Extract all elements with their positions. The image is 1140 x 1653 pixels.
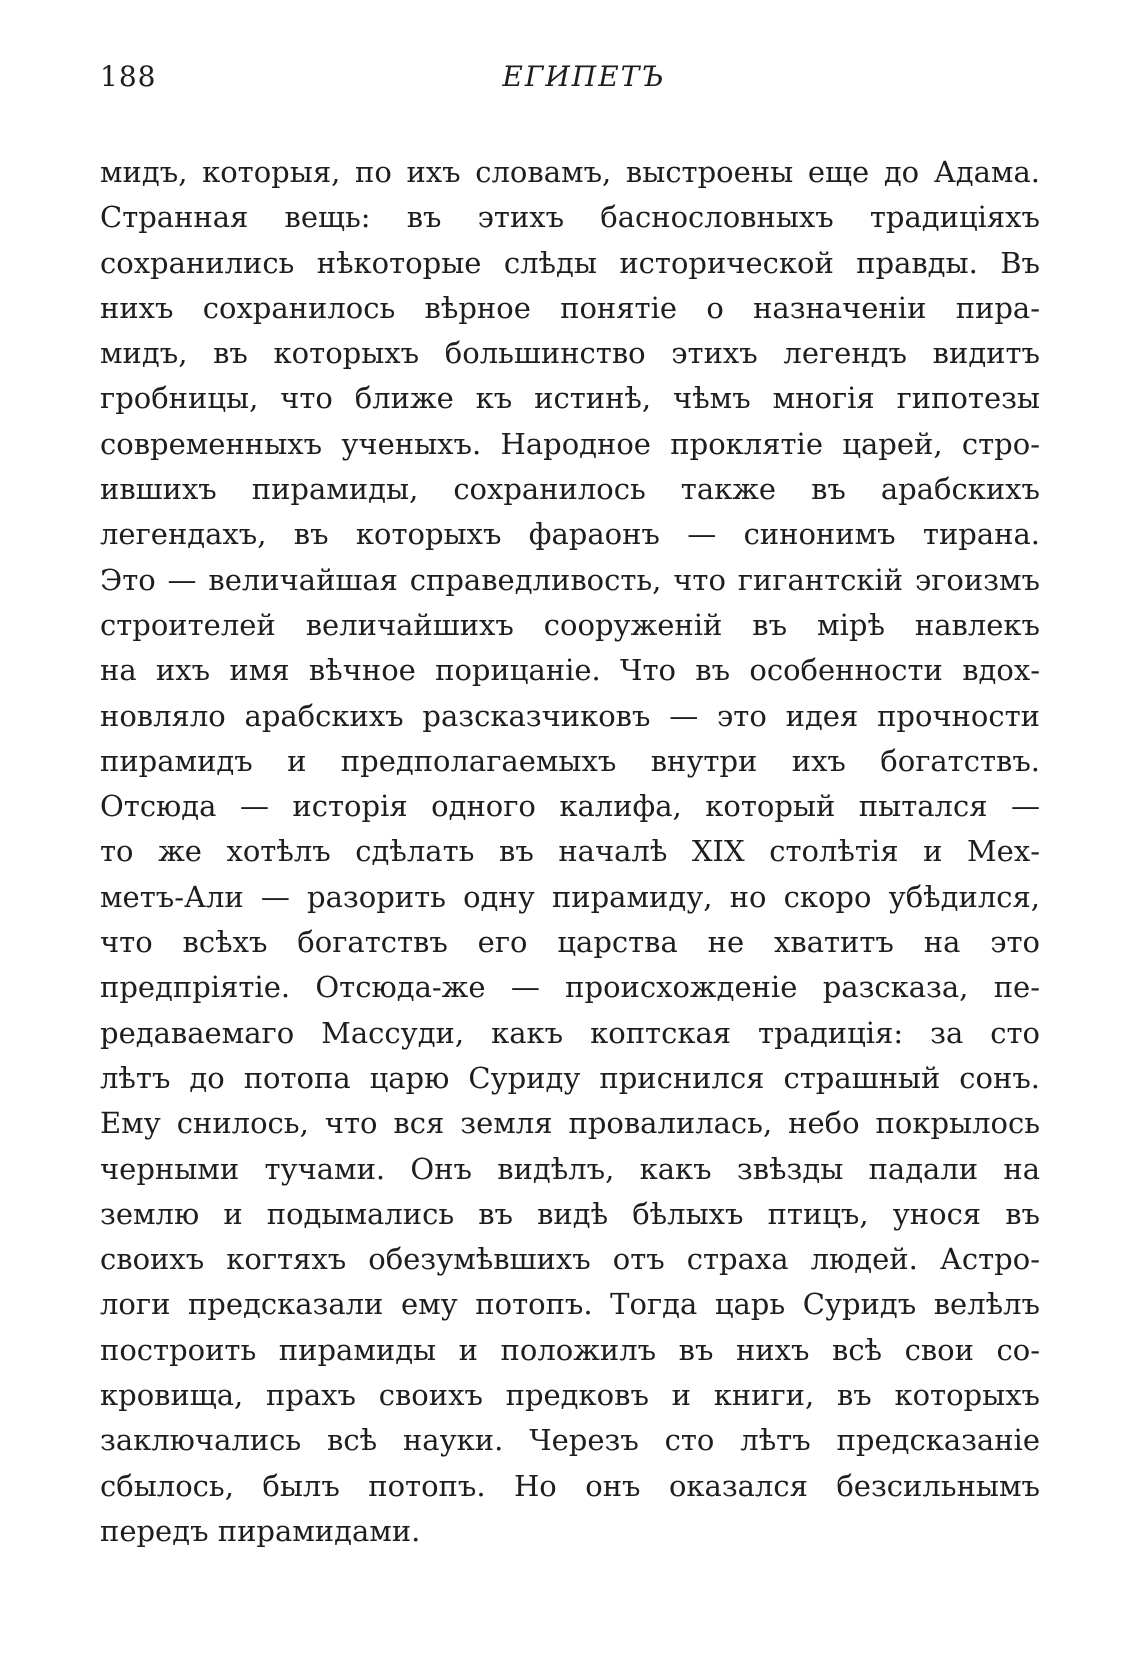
text-line: своихъ когтяхъ обезумѣвшихъ отъ страха людей. Астро- [100,1242,1040,1277]
text-line: кровища, прахъ своихъ предковъ и книги, въ которыхъ [100,1378,1040,1413]
text-line: то же хотѣлъ сдѣлать въ началѣ XIX столѣтiя и Мех- [100,834,1040,869]
text-line: редаваемаго Массуди, какъ коптская традицiя: за сто [100,1015,1040,1050]
page-number: 188 [100,60,157,93]
text-line: лѣтъ до потопа царю Суриду приснился страшный сонъ. [100,1060,1040,1095]
text-line: землю и подымались въ видѣ бѣлыхъ птицъ, унося въ [100,1196,1040,1231]
text-line: заключались всѣ науки. Черезъ сто лѣтъ предсказанiе [100,1423,1040,1458]
text-line: предпрiятiе. Отсюда-же — происхожденiе разсказа, пе- [100,970,1040,1005]
text-line: логи предсказали ему потопъ. Тогда царь Суридъ велѣлъ [100,1287,1040,1322]
text-line: черными тучами. Онъ видѣлъ, какъ звѣзды падали на [100,1151,1040,1186]
text-line: нихъ сохранилось вѣрное понятiе о назначенiи пира- [100,290,1040,325]
text-line: Ему снилось, что вся земля провалилась, небо покрылось [100,1106,1040,1141]
page-header [100,60,1040,104]
running-title: ЕГИПЕТЪ [502,60,666,93]
text-line: современныхъ ученыхъ. Народное проклятiе царей, стро- [100,426,1040,461]
text-line: сохранились нѣкоторые слѣды исторической правды. Въ [100,245,1040,280]
text-line: строителей величайшихъ сооруженiй въ мiрѣ навлекъ [100,607,1040,642]
text-line: Это — величайшая справедливость, что гигантскiй эгоизмъ [100,562,1040,597]
text-line: пирамидъ и предполагаемыхъ внутри ихъ богатствъ. [100,743,1040,778]
text-line: гробницы, что ближе къ истинѣ, чѣмъ многiя гипотезы [100,381,1040,416]
text-line: мидъ, которыя, по ихъ словамъ, выстроены еще до Адама. [100,155,1040,189]
text-line: ившихъ пирамиды, сохранилось также въ арабскихъ [100,472,1040,507]
text-line: метъ-Али — разорить одну пирамиду, но скоро убѣдился, [100,879,1040,914]
text-line: передъ пирамидами. [100,1513,421,1548]
text-line: легендахъ, въ которыхъ фараонъ — синонимъ тирана. [100,517,1040,552]
text-line: Отсюда — исторiя одного калифа, который пытался — [100,789,1040,824]
text-line: что всѣхъ богатствъ его царства не хватитъ на это [100,925,1040,960]
body-text [100,150,1040,1554]
text-line: мидъ, въ которыхъ большинство этихъ легендъ видитъ [100,336,1040,371]
text-line: новляло арабскихъ разсказчиковъ — это идея прочности [100,698,1040,733]
text-line: на ихъ имя вѣчное порицанiе. Что въ особенности вдох- [100,653,1040,688]
text-line: построить пирамиды и положилъ въ нихъ всѣ свои со- [100,1332,1040,1367]
text-line: Странная вещь: въ этихъ баснословныхъ традицiяхъ [100,200,1040,235]
text-line: сбылось, былъ потопъ. Но онъ оказался безсильнымъ [100,1468,1040,1503]
